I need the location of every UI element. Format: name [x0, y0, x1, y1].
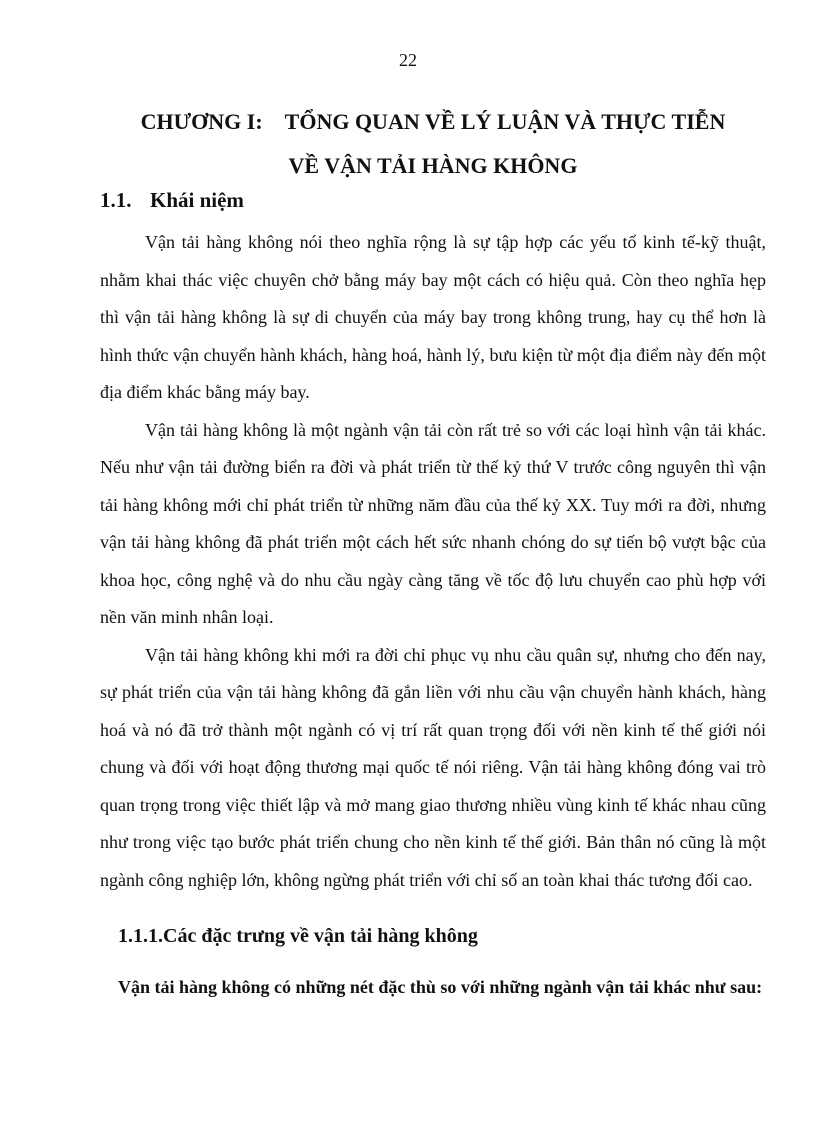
chapter-title-line-2: VỀ VẬN TẢI HÀNG KHÔNG: [288, 153, 578, 178]
section-number: 1.1.: [100, 188, 132, 212]
paragraph-3: Vận tải hàng không khi mới ra đời chỉ phục vụ nhu cầu quân sự, nhưng cho đến nay, sự phát triển của vận tải hàng không đã gắn liền với nhu cầu vận chuyển hành khách, hàng hoá và nó đã trở thành một ngành có vị trí rất quan trọng đối với nền kinh tế thế giới nói chung và đối với hoạt động thương mại quốc tế nói riêng. Vận tải hàng không đóng vai trò quan trọng trong việc thiết lập và mở mang giao thương nhiều vùng kinh tế khác nhau cũng như trong việc tạo bước phát triển chung cho nền kinh tế thế giới. Bản thân nó cũng là một ngành công nghiệp lớn, không ngừng phát triển với chỉ số an toàn khai thác tương đối cao.: [100, 644, 766, 890]
section-heading: [100, 188, 244, 213]
chapter-title-text: TỔNG QUAN VỀ LÝ LUẬN VÀ THỰC TIỄN: [284, 109, 726, 134]
chapter-label: CHƯƠNG I:: [140, 109, 263, 134]
body-text: [100, 224, 766, 899]
chapter-title-line-1: [100, 100, 766, 144]
page-number: 22: [399, 50, 417, 70]
paragraph-1: Vận tải hàng không nói theo nghĩa rộng là sự tập hợp các yếu tố kinh tế-kỹ thuật, nhằm khai thác việc chuyên chở bằng máy bay một cách có hiệu quả. Còn theo nghĩa hẹp thì vận tải hàng không là sự di chuyển của máy bay trong không trung, hay cụ thể hơn là hình thức vận chuyển hành khách, hàng hoá, hành lý, bưu kiện từ một địa điểm này đến một địa điểm khác bằng máy bay.: [100, 232, 766, 402]
subsection-heading: 1.1.1.Các đặc trưng về vận tải hàng không: [118, 925, 478, 947]
chapter-title: [100, 100, 766, 188]
section-title: Khái niệm: [150, 188, 244, 212]
paragraph-2: Vận tải hàng không là một ngành vận tải còn rất trẻ so với các loại hình vận tải khác. Nếu như vận tải đường biển ra đời và phát triển từ thế kỷ thứ V trước công nguyên thì vận tải hàng không mới chỉ phát triển từ những năm đầu của thế kỷ XX. Tuy mới ra đời, nhưng vận tải hàng không đã phát triển một cách hết sức nhanh chóng do sự tiến bộ vượt bậc của khoa học, công nghệ và do nhu cầu ngày càng tăng về tốc độ lưu chuyển cao phù hợp với nền văn minh nhân loại.: [100, 419, 766, 627]
intro-paragraph: Vận tải hàng không có những nét đặc thù so với những ngành vận tải khác như sau:: [118, 977, 763, 997]
